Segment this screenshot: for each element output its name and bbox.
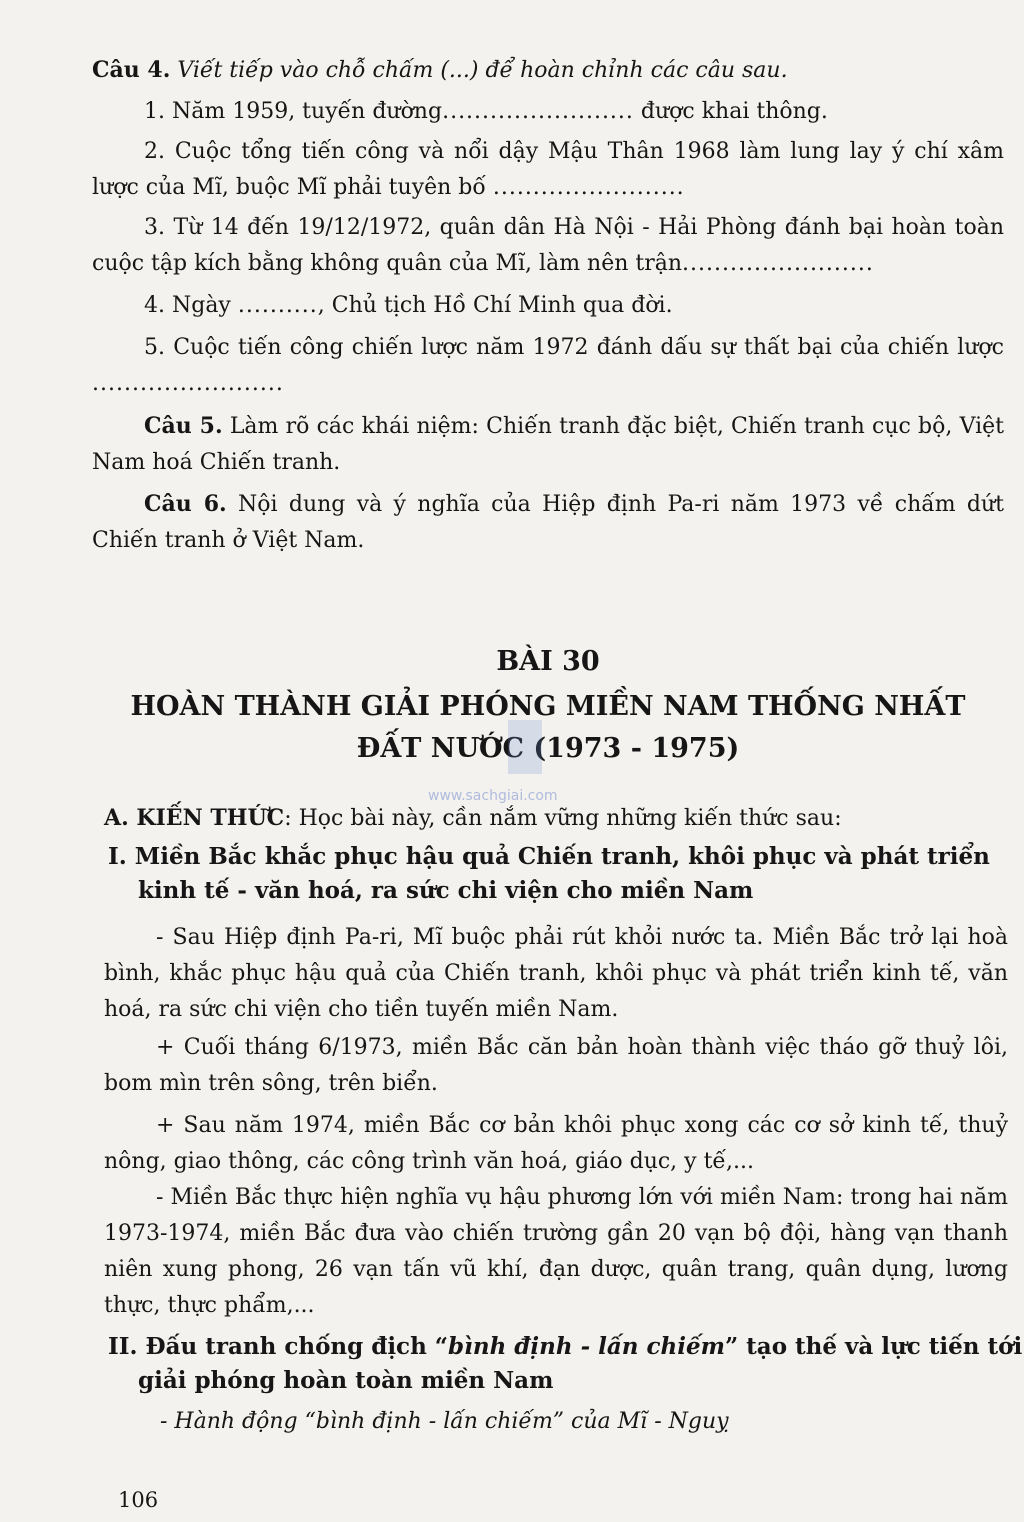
- part-1-paragraph-3: + Sau năm 1974, miền Bắc cơ bản khôi phục xong các cơ sở kinh tế, thuỷ nông, giao thông, các công trình văn hoá, giáo dục, y tế,...: [104, 1113, 1008, 1174]
- question-4-instruction: Viết tiếp vào chỗ chấm (...) để hoàn chỉnh các câu sau.: [177, 58, 788, 83]
- part-2-heading-end: ” tạo thế và lực tiến tới giải phóng hoàn toàn miền Nam: [138, 1333, 1023, 1394]
- q4-item-2-blank: ........................: [492, 175, 685, 200]
- q4-item-4: [92, 288, 1004, 324]
- q4-item-5-blank: ........................: [92, 371, 284, 396]
- watermark-url: www.sachgiai.com: [428, 788, 558, 804]
- part-2-subheading: - Hành động “bình định - lấn chiếm” của Mĩ - Nguỵ: [160, 1409, 729, 1434]
- q4-item-2-text: 2. Cuộc tổng tiến công và nổi dậy Mậu Thân 1968 làm lung lay ý chí xâm lược của Mĩ, buộc Mĩ phải tuyên bố: [92, 139, 1004, 200]
- part-1-paragraph-4: - Miền Bắc thực hiện nghĩa vụ hậu phương lớn với miền Nam: trong hai năm 1973-1974, miền Bắc đưa vào chiến trường gần 20 vạn bộ đội, hàng vạn thanh niên xung phong, 26 vạn tấn vũ khí, đạn dược, quân trang, quân dụng, lương thực, thực phẩm,...: [104, 1185, 1008, 1318]
- question-5: [92, 408, 1004, 481]
- q4-item-4-blank: ..........: [237, 293, 318, 318]
- part-1-paragraph-2: + Cuối tháng 6/1973, miền Bắc căn bản hoàn thành việc tháo gỡ thuỷ lôi, bom mìn trên sông, trên biển.: [104, 1035, 1008, 1096]
- question-5-text: Làm rõ các khái niệm: Chiến tranh đặc biệt, Chiến tranh cục bộ, Việt Nam hoá Chiến tranh.: [92, 414, 1004, 475]
- watermark-box: [508, 720, 542, 774]
- q4-item-5: [92, 330, 1004, 402]
- lesson-title-line-1: HOÀN THÀNH GIẢI PHÓNG MIỀN NAM THỐNG NHẤT: [130, 691, 966, 722]
- question-4-label: Câu 4.: [92, 57, 171, 83]
- q4-item-1: [92, 94, 1004, 130]
- q4-item-1-end: được khai thông.: [633, 99, 828, 124]
- q4-item-4-end: , Chủ tịch Hồ Chí Minh qua đời.: [317, 293, 673, 318]
- q4-item-5-text: 5. Cuộc tiến công chiến lược năm 1972 đánh dấu sự thất bại của chiến lược: [144, 335, 1004, 360]
- question-6: [92, 486, 1004, 559]
- section-a: [104, 800, 1004, 837]
- part-2-heading: [108, 1330, 1024, 1398]
- part-2-heading-start: II. Đấu tranh chống địch “: [108, 1333, 449, 1360]
- q4-item-3: [92, 210, 1004, 282]
- lesson-title-line-2: ĐẤT NƯỚC (1973 - 1975): [356, 733, 740, 764]
- part-1-heading: I. Miền Bắc khắc phục hậu quả Chiến tranh, khôi phục và phát triển kinh tế - văn hoá, ra sức chi viện cho miền Nam: [108, 843, 990, 904]
- section-a-text: : Học bài này, cần nắm vững những kiến thức sau:: [284, 806, 842, 831]
- part-1-paragraph-1: - Sau Hiệp định Pa-ri, Mĩ buộc phải rút khỏi nước ta. Miền Bắc trở lại hoà bình, khắc phục hậu quả của Chiến tranh, khôi phục và phát triển kinh tế, văn hoá, ra sức chi viện cho tiền tuyến miền Nam.: [104, 925, 1008, 1022]
- watermark-logo: [420, 718, 620, 804]
- q4-item-4-text: 4. Ngày: [144, 293, 238, 318]
- question-5-label: Câu 5.: [144, 413, 223, 439]
- question-6-label: Câu 6.: [144, 491, 227, 517]
- section-a-label: A. KIẾN THỨC: [104, 805, 285, 831]
- page-number: 106: [118, 1488, 159, 1512]
- q4-item-1-text: 1. Năm 1959, tuyến đường: [144, 99, 443, 124]
- lesson-number: BÀI 30: [496, 646, 600, 677]
- q4-item-2: [92, 134, 1004, 206]
- question-6-text: Nội dung và ý nghĩa của Hiệp định Pa-ri năm 1973 về chấm dứt Chiến tranh ở Việt Nam.: [92, 492, 1004, 553]
- q4-item-3-blank: ........................: [682, 251, 874, 276]
- q4-item-1-blank: ........................: [442, 99, 634, 124]
- part-2-heading-emphasis: bình định - lấn chiếm: [448, 1333, 725, 1360]
- q4-item-3-text: 3. Từ 14 đến 19/12/1972, quân dân Hà Nội - Hải Phòng đánh bại hoàn toàn cuộc tập kích bằng không quân của Mĩ, làm nên trận: [92, 215, 1004, 276]
- question-4-prompt: [92, 52, 1004, 89]
